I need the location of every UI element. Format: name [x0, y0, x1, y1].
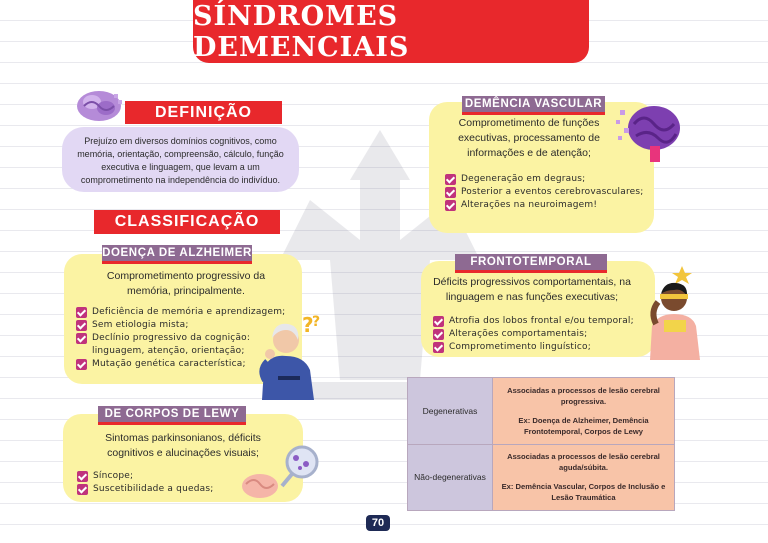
list-item: Posterior a eventos cerebrovasculares;: [445, 186, 651, 199]
row-value: Associadas a processos de lesão cerebral aguda/súbita. Ex: Demência Vascular, Corpos de Inclusão e Lesão Traumática: [493, 444, 675, 511]
frontotemporal-summary: Déficits progressivos comportamentais, na linguagem e nas funções executivas;: [433, 276, 631, 303]
list-item: Sem etiologia mista;: [76, 319, 288, 332]
classificacao-label: CLASSIFICAÇÃO: [94, 210, 280, 234]
row-value: Associadas a processos de lesão cerebral progressiva. Ex: Doença de Alzheimer, Demência Frontotemporal, Corpos de Lewy: [493, 378, 675, 445]
vascular-summary: Comprometimento de funções executivas, processamento de informações e de atenção;: [458, 117, 600, 159]
headache-person-icon: [644, 264, 708, 360]
page-number: 70: [366, 515, 390, 531]
alzheimer-label: DOENÇA DE ALZHEIMER: [102, 245, 252, 264]
checkbox-check-icon: [76, 359, 87, 370]
page-title: SÍNDROMES DEMENCIAIS: [193, 0, 410, 63]
page-title-banner: [193, 0, 589, 63]
checkbox-check-icon: [77, 484, 88, 495]
checkbox-check-icon: [76, 333, 87, 344]
checkbox-check-icon: [445, 187, 456, 198]
table-row: [408, 444, 675, 511]
checkbox-check-icon: [77, 471, 88, 482]
list-item: Alterações na neuroimagem!: [445, 199, 651, 212]
definicao-card: [62, 127, 299, 192]
list-item: Comprometimento linguístico;: [433, 341, 645, 354]
brain-pixel-icon: [74, 88, 124, 124]
lewy-label: DE CORPOS DE LEWY: [98, 406, 246, 425]
checkbox-check-icon: [76, 320, 87, 331]
svg-text:?: ?: [312, 314, 321, 330]
classification-table: [407, 377, 675, 511]
list-item: Degeneração em degraus;: [445, 173, 651, 186]
checkbox-check-icon: [433, 342, 444, 353]
row-label: Degenerativas: [408, 378, 493, 445]
frontotemporal-card: [421, 261, 655, 357]
svg-text:?: ?: [302, 313, 314, 337]
definicao-text: Prejuízo em diversos domínios cognitivos, como memória, orientação, compreensão, cálculo, função executiva e linguagem, que levam a um comprometimento na independência do indivíduo.: [77, 136, 284, 185]
definicao-label: DEFINIÇÃO: [125, 101, 282, 124]
row-label: Não-degenerativas: [408, 444, 493, 511]
checkbox-check-icon: [76, 307, 87, 318]
list-item: Atrofia dos lobos frontal e/ou temporal;: [433, 315, 645, 328]
frontotemporal-list: [433, 315, 645, 354]
checkbox-check-icon: [445, 200, 456, 211]
list-item: Declínio progressivo da cognição: linguagem, atenção, orientação;: [76, 332, 288, 358]
list-item: Suscetibilidade a quedas;: [77, 483, 277, 496]
table-row: [408, 378, 675, 445]
checkbox-check-icon: [433, 316, 444, 327]
vascular-list: [445, 173, 651, 212]
checkbox-check-icon: [445, 174, 456, 185]
checkbox-check-icon: [433, 329, 444, 340]
confused-person-icon: [248, 310, 328, 400]
purple-brain-icon: [614, 100, 686, 166]
vascular-label: DEMÊNCIA VASCULAR: [462, 96, 605, 115]
alzheimer-summary: Comprometimento progressivo da memória, principalmente.: [106, 270, 266, 297]
frontotemporal-label: FRONTOTEMPORAL: [455, 254, 607, 273]
list-item: Mutação genética característica;: [76, 358, 288, 371]
brain-microscope-icon: [238, 444, 328, 504]
list-item: Alterações comportamentais;: [433, 328, 645, 341]
lewy-summary: Sintomas parkinsonianos, déficits cognitivos e alucinações visuais;: [105, 432, 261, 459]
list-item: Deficiência de memória e aprendizagem;: [76, 306, 288, 319]
list-item: Síncope;: [77, 470, 277, 483]
